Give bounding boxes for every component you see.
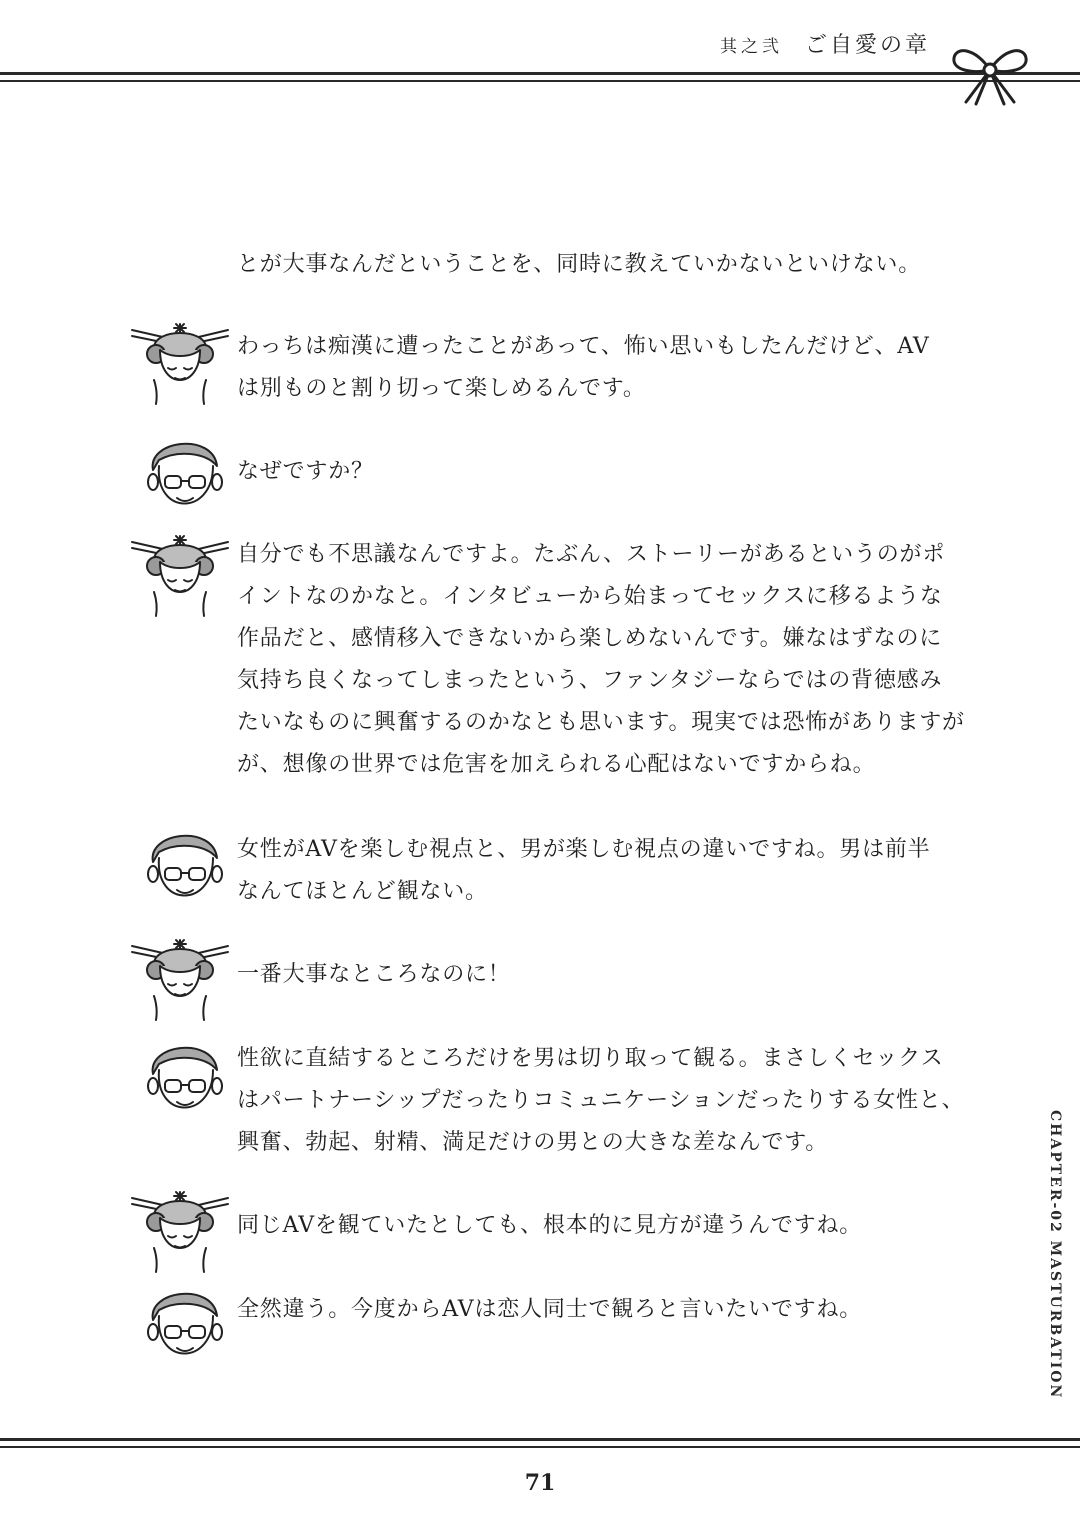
chapter-label: 其之弐 bbox=[719, 37, 783, 57]
man-avatar-icon bbox=[133, 430, 233, 522]
page-number: 71 bbox=[524, 1470, 556, 1496]
text-line: 全然違う。今度からAVは恋人同士で観ろと言いたいですね。 bbox=[237, 1297, 863, 1322]
text-line: はパートナーシップだったりコミュニケーションだったりする女性と、 bbox=[237, 1088, 965, 1113]
text-line: 気持ち良くなってしまったという、ファンタジーならではの背徳感み bbox=[237, 668, 943, 693]
text-line: 同じAVを観ていたとしても、根本的に見方が違うんですね。 bbox=[237, 1213, 863, 1238]
geisha-avatar-icon bbox=[130, 1186, 230, 1278]
text-line: なんてほとんど観ない。 bbox=[237, 879, 488, 904]
running-header bbox=[720, 28, 930, 59]
man-avatar-icon bbox=[133, 1034, 233, 1126]
geisha-avatar-icon bbox=[130, 530, 230, 622]
text-line: わっちは痴漢に遭ったことがあって、怖い思いもしたんだけど、AV bbox=[237, 334, 930, 359]
chapter-title: ご自愛の章 bbox=[804, 33, 930, 58]
text-line: は別ものと割り切って楽しめるんです。 bbox=[237, 376, 646, 401]
text-line: 作品だと、感情移入できないから楽しめないんです。嫌なはずなのに bbox=[237, 626, 943, 651]
chapter-side-label: CHAPTER-02 MASTURBATION bbox=[1047, 1110, 1063, 1400]
text-line: 興奮、勃起、射精、満足だけの男との大きな差なんです。 bbox=[237, 1130, 829, 1155]
man-avatar-icon bbox=[133, 1280, 233, 1372]
geisha-avatar-icon bbox=[130, 934, 230, 1026]
text-line: たいなものに興奮するのかなとも思います。現実では恐怖がありますが bbox=[237, 710, 965, 735]
text-line: 女性がAVを楽しむ視点と、男が楽しむ視点の違いですね。男は前半 bbox=[237, 837, 931, 862]
text-line: なぜですか？ bbox=[237, 459, 374, 484]
text-line: 性欲に直結するところだけを男は切り取って観る。まさしくセックス bbox=[237, 1046, 944, 1071]
text-line: が、想像の世界では危害を加えられる心配はないですからね。 bbox=[237, 752, 876, 777]
text-line: 自分でも不思議なんですよ。たぶん、ストーリーがあるというのがポ bbox=[237, 542, 946, 567]
footer-rule-top bbox=[0, 1438, 1080, 1441]
footer-rule-bottom bbox=[0, 1446, 1080, 1448]
man-avatar-icon bbox=[133, 822, 233, 914]
header-rule-bottom bbox=[0, 80, 1080, 82]
text-line: イントなのかなと。インタビューから始まってセックスに移るような bbox=[237, 584, 943, 609]
text-line: とが大事なんだということを、同時に教えていかないといけない。 bbox=[237, 252, 922, 277]
text-line: 一番大事なところなのに！ bbox=[237, 962, 511, 987]
geisha-avatar-icon bbox=[130, 318, 230, 410]
header-rule-top bbox=[0, 72, 1080, 75]
ribbon-knot-icon bbox=[948, 38, 1032, 108]
